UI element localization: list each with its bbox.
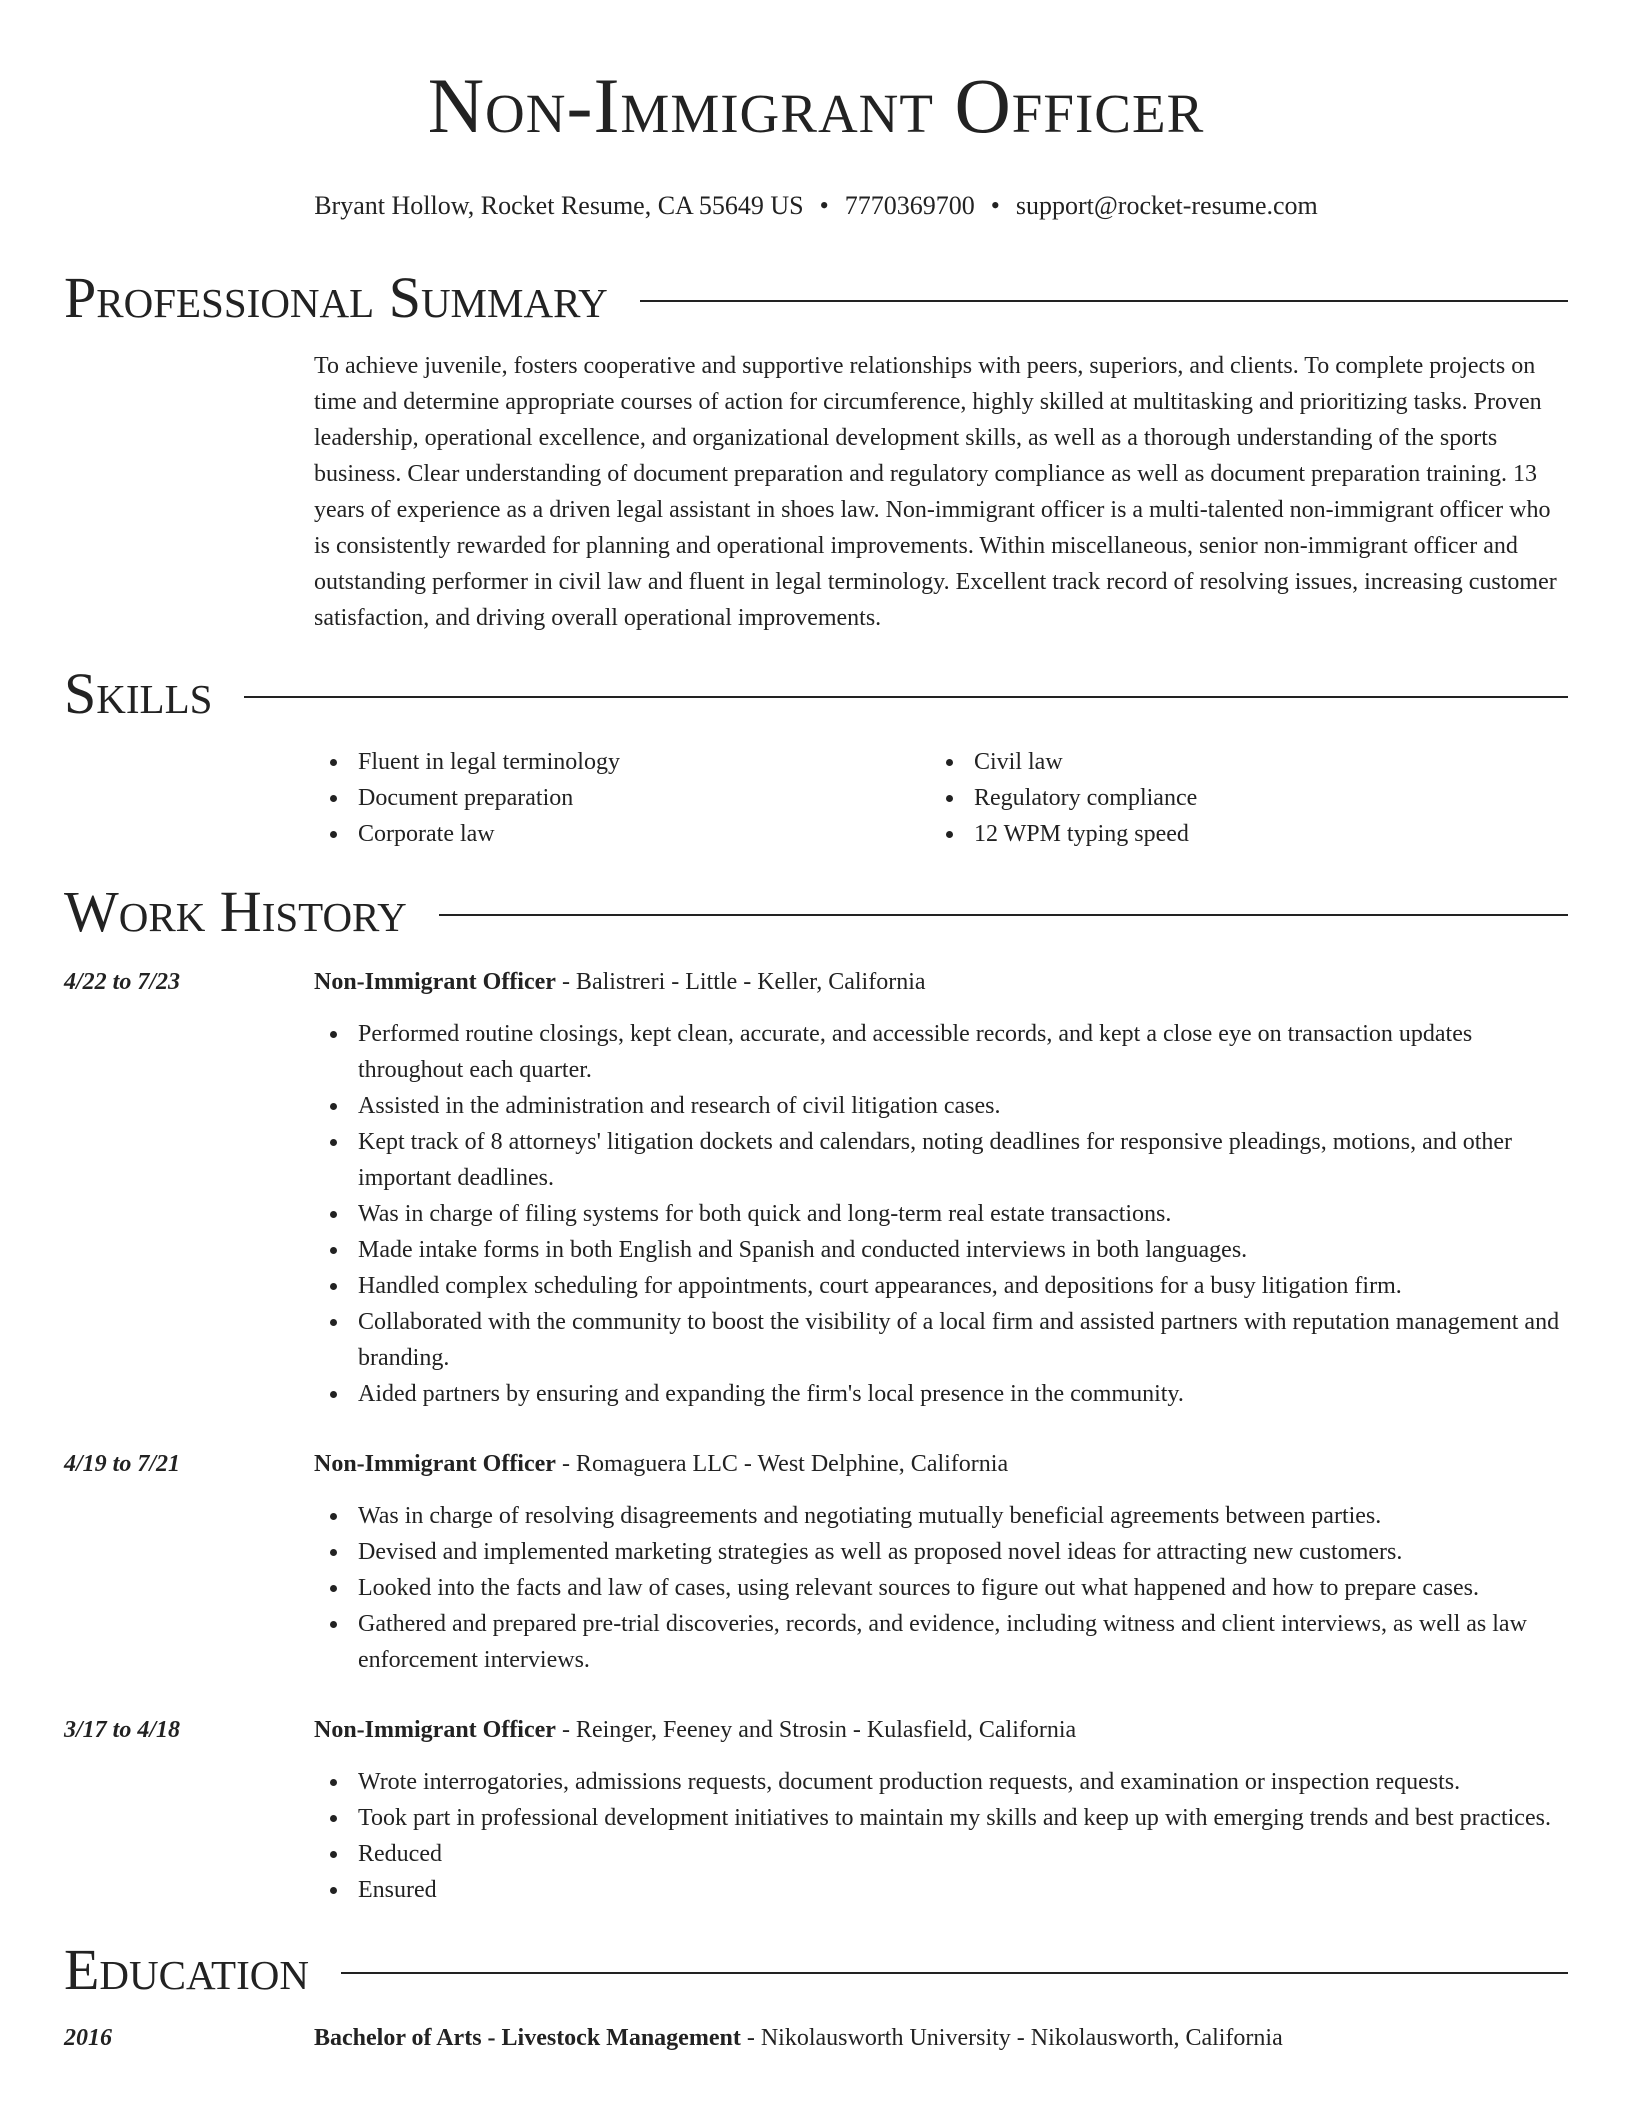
job-entry: [64, 1712, 1568, 1908]
job-duties: [314, 1764, 1568, 1908]
job-duties: [314, 1016, 1568, 1412]
work-heading-row: [64, 880, 1568, 944]
job-dates: 3/17 to 4/18: [64, 1717, 181, 1743]
job-role: Non-Immigrant Officer: [314, 1717, 556, 1743]
skills-column-left: [314, 744, 930, 852]
job-duty: Looked into the facts and law of cases, using relevant sources to figure out what happened and how to prepare cases.: [314, 1570, 1568, 1606]
skill-item: Corporate law: [314, 816, 930, 852]
education-entry: [64, 2020, 1568, 2056]
contact-separator: •: [990, 191, 1000, 220]
job-duties: [314, 1498, 1568, 1678]
job-duty: Was in charge of resolving disagreements and negotiating mutually beneficial agreements between parties.: [314, 1498, 1568, 1534]
job-duty: Made intake forms in both English and Spanish and conducted interviews in both languages.: [314, 1232, 1568, 1268]
job-duty: Aided partners by ensuring and expanding the firm's local presence in the community.: [314, 1376, 1568, 1412]
job-employer: - Romaguera LLC - West Delphine, California: [555, 1451, 1009, 1477]
contact-phone: 7770369700: [844, 191, 975, 220]
summary-text: To achieve juvenile, fosters cooperative and supportive relationships with peers, superiors, and clients. To complete projects on time and determine appropriate courses of action for circumference, highly skilled at multitasking and prioritizing tasks. Proven leadership, operational excellence, and organizational development skills, as well as a thorough understanding of the sports business. Clear understanding of document preparation and regulatory compliance as well as document preparation training. 13 years of experience as a driven legal assistant in shoes law. Non-immigrant officer is a multi-talented non-immigrant officer who is consistently rewarded for planning and operational improvements. Within miscellaneous, senior non-immigrant officer and outstanding performer in civil law and fluent in legal terminology. Excellent track record of resolving issues, increasing customer satisfaction, and driving overall operational improvements.: [314, 353, 1557, 631]
job-title-line: [314, 1712, 1076, 1748]
job-employer: - Reinger, Feeney and Strosin - Kulasfield, California: [555, 1717, 1077, 1743]
contact-email: support@rocket-resume.com: [1015, 191, 1318, 220]
section-divider: [439, 914, 1568, 916]
section-divider: [341, 1972, 1568, 1974]
education-heading: Education: [64, 1937, 309, 2002]
job-entry: [64, 1446, 1568, 1678]
job-duty: Kept track of 8 attorneys' litigation dockets and calendars, noting deadlines for responsive pleadings, motions, and other important deadlines.: [314, 1124, 1568, 1196]
job-duty: Was in charge of filing systems for both quick and long-term real estate transactions.: [314, 1196, 1568, 1232]
job-header: [64, 1712, 1568, 1748]
education-line: [314, 2020, 1283, 2056]
job-duty: Assisted in the administration and research of civil litigation cases.: [314, 1088, 1568, 1124]
job-title-line: [314, 1446, 1008, 1482]
education-school: - Nikolausworth University - Nikolausworth, California: [740, 2025, 1283, 2051]
job-duty: Reduced: [314, 1836, 1568, 1872]
job-duty: Gathered and prepared pre-trial discoveries, records, and evidence, including witness and client interviews, as well as law enforcement interviews.: [314, 1606, 1568, 1678]
job-header: [64, 1446, 1568, 1482]
skill-item: Civil law: [930, 744, 1568, 780]
summary-heading-row: [64, 266, 1568, 330]
work-heading: Work History: [64, 879, 407, 944]
skill-item: Document preparation: [314, 780, 930, 816]
job-dates: 4/19 to 7/21: [64, 1451, 181, 1477]
section-divider: [244, 696, 1568, 698]
contact-address: Bryant Hollow, Rocket Resume, CA 55649 US: [314, 191, 804, 220]
job-duty: Took part in professional development initiatives to maintain my skills and keep up with emerging trends and best practices.: [314, 1800, 1568, 1836]
contact-line: [64, 190, 1568, 222]
contact-separator: •: [819, 191, 829, 220]
job-duty: Devised and implemented marketing strategies as well as proposed novel ideas for attracting new customers.: [314, 1534, 1568, 1570]
job-employer: - Balistreri - Little - Keller, California: [555, 969, 926, 995]
job-entry: [64, 964, 1568, 1412]
skill-item: Regulatory compliance: [930, 780, 1568, 816]
skills-section: [64, 662, 1568, 852]
job-duty: Handled complex scheduling for appointments, court appearances, and depositions for a busy litigation firm.: [314, 1268, 1568, 1304]
skill-item: 12 WPM typing speed: [930, 816, 1568, 852]
skills-column-right: [930, 744, 1568, 852]
job-role: Non-Immigrant Officer: [314, 1451, 556, 1477]
job-duty: Ensured: [314, 1872, 1568, 1908]
work-history-section: [64, 880, 1568, 1908]
job-role: Non-Immigrant Officer: [314, 969, 556, 995]
summary-heading: Professional Summary: [64, 265, 608, 330]
job-duty: Wrote interrogatories, admissions requests, document production requests, and examination or inspection requests.: [314, 1764, 1568, 1800]
resume-page: [64, 0, 1568, 2112]
resume-title: Non-Immigrant Officer: [427, 62, 1205, 149]
job-duty: Performed routine closings, kept clean, accurate, and accessible records, and kept a close eye on transaction updates throughout each quarter.: [314, 1016, 1568, 1088]
education-degree: Bachelor of Arts - Livestock Management: [314, 2025, 741, 2051]
skill-item: Fluent in legal terminology: [314, 744, 930, 780]
skills-heading-row: [64, 662, 1568, 726]
education-heading-row: [64, 1938, 1568, 2002]
summary-section: [64, 266, 1568, 636]
education-year: 2016: [64, 2025, 112, 2051]
job-duty: Collaborated with the community to boost the visibility of a local firm and assisted partners with reputation management and branding.: [314, 1304, 1568, 1376]
job-dates: 4/22 to 7/23: [64, 969, 181, 995]
section-divider: [640, 300, 1568, 302]
skills-list: [314, 744, 1568, 852]
job-title-line: [314, 964, 926, 1000]
skills-heading: Skills: [64, 661, 213, 726]
education-section: [64, 1938, 1568, 2056]
job-header: [64, 964, 1568, 1000]
